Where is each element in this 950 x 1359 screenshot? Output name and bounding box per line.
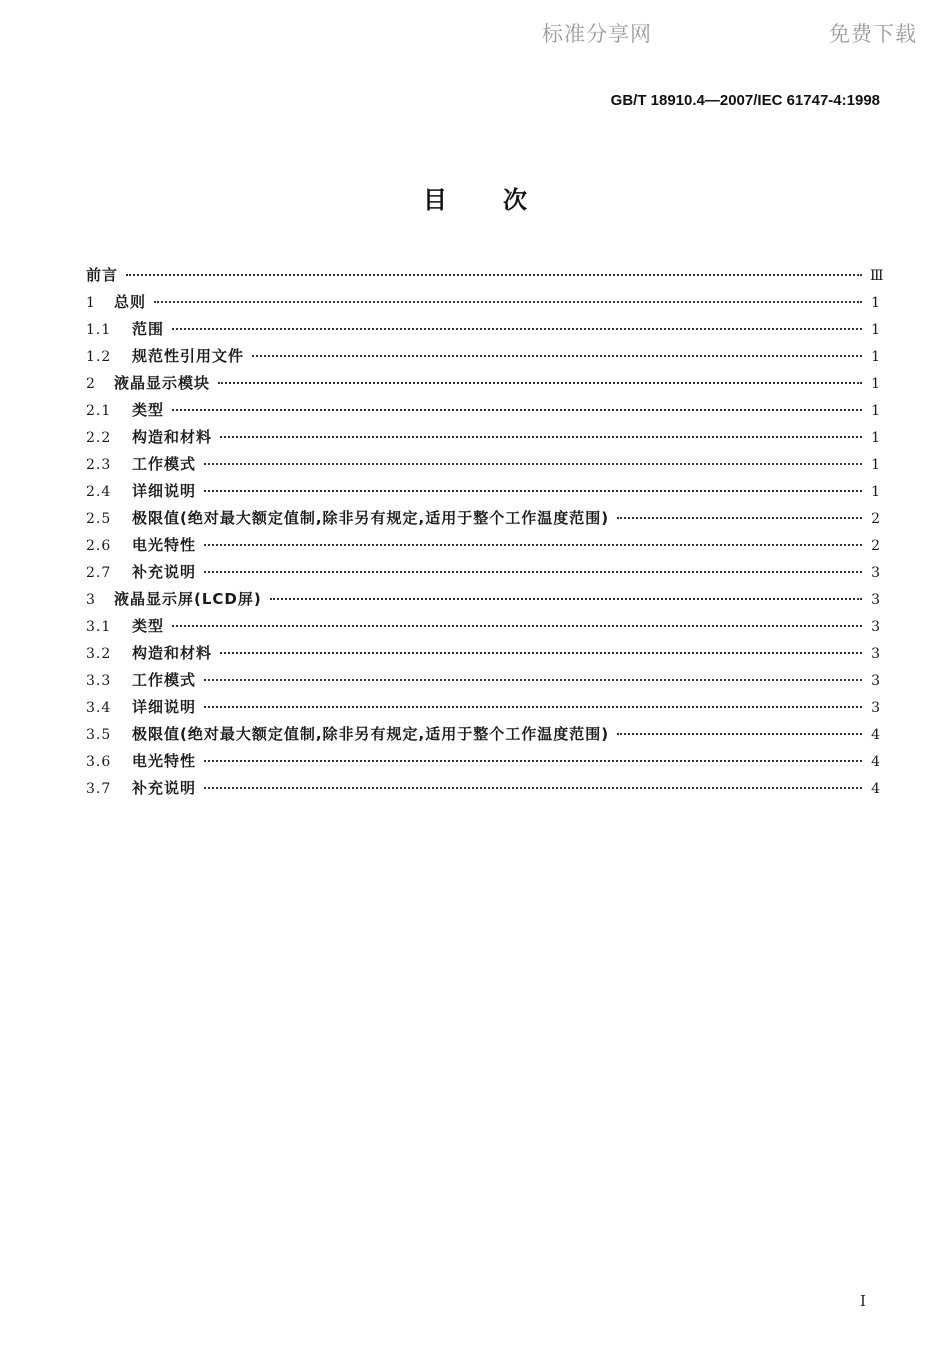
toc-page-number: 2 xyxy=(871,511,880,527)
toc-label: 液晶显示模块 xyxy=(114,374,211,392)
toc-entry-3-5[interactable] xyxy=(86,721,880,748)
toc-page-number: 1 xyxy=(871,430,880,446)
toc-entry-3-2[interactable] xyxy=(86,640,880,667)
toc-leader-dots xyxy=(204,544,862,546)
toc-number: 2.1 xyxy=(86,403,112,419)
toc-label: 电光特性 xyxy=(132,752,197,770)
toc-label: 类型 xyxy=(132,401,165,419)
toc-entry-2-3[interactable] xyxy=(86,451,880,478)
toc-number: 2.7 xyxy=(86,565,112,581)
toc-label: 规范性引用文件 xyxy=(132,347,245,365)
table-of-contents xyxy=(86,262,884,802)
toc-page-number: 3 xyxy=(871,673,880,689)
toc-page-number: 4 xyxy=(871,754,880,770)
toc-number: 3.2 xyxy=(86,646,112,662)
toc-entry-1[interactable] xyxy=(86,289,880,316)
toc-page-number: 2 xyxy=(871,538,880,554)
toc-leader-dots xyxy=(204,490,862,492)
toc-number: 1.1 xyxy=(86,322,112,338)
toc-number: 3.5 xyxy=(86,727,112,743)
toc-label: 液晶显示屏(LCD屏) xyxy=(114,590,262,608)
toc-page-number: 1 xyxy=(871,484,880,500)
toc-entry-3[interactable] xyxy=(86,586,880,613)
toc-leader-dots xyxy=(218,382,862,384)
toc-leader-dots xyxy=(617,733,862,735)
toc-page-number: 1 xyxy=(871,403,880,419)
toc-page-number: 1 xyxy=(871,322,880,338)
toc-leader-dots xyxy=(220,652,862,654)
toc-label: 补充说明 xyxy=(132,563,197,581)
toc-number: 3.7 xyxy=(86,781,112,797)
toc-page-number: 3 xyxy=(871,565,880,581)
toc-entry-foreword[interactable] xyxy=(86,262,884,289)
toc-leader-dots xyxy=(204,787,862,789)
toc-leader-dots xyxy=(204,706,862,708)
toc-page-number: 3 xyxy=(871,592,880,608)
toc-page-number: 4 xyxy=(871,781,880,797)
toc-entry-2-7[interactable] xyxy=(86,559,880,586)
toc-page-number: 1 xyxy=(871,376,880,392)
toc-leader-dots xyxy=(204,571,862,573)
toc-entry-3-1[interactable] xyxy=(86,613,880,640)
toc-entry-3-3[interactable] xyxy=(86,667,880,694)
toc-leader-dots xyxy=(126,274,862,276)
watermark-free-download: 免费下载 xyxy=(829,22,917,46)
toc-entry-2-5[interactable] xyxy=(86,505,880,532)
toc-leader-dots xyxy=(172,409,862,411)
toc-entry-3-6[interactable] xyxy=(86,748,880,775)
toc-label: 电光特性 xyxy=(132,536,197,554)
toc-leader-dots xyxy=(252,355,862,357)
toc-number: 2.2 xyxy=(86,430,112,446)
toc-number: 3 xyxy=(86,592,96,608)
toc-label: 详细说明 xyxy=(132,482,197,500)
toc-leader-dots xyxy=(270,598,862,600)
page-number: I xyxy=(860,1292,866,1310)
toc-entry-2-4[interactable] xyxy=(86,478,880,505)
toc-leader-dots xyxy=(172,625,862,627)
toc-label: 极限值(绝对最大额定值制,除非另有规定,适用于整个工作温度范围) xyxy=(132,725,610,743)
toc-page-number: 3 xyxy=(871,700,880,716)
watermark-site-name: 标准分享网 xyxy=(542,22,652,46)
toc-leader-dots xyxy=(204,679,862,681)
toc-entry-2[interactable] xyxy=(86,370,880,397)
toc-page-number: 1 xyxy=(871,295,880,311)
standard-number: GB/T 18910.4—2007/IEC 61747-4:1998 xyxy=(610,92,880,109)
toc-label: 详细说明 xyxy=(132,698,197,716)
toc-page-number: 1 xyxy=(871,349,880,365)
toc-label: 极限值(绝对最大额定值制,除非另有规定,适用于整个工作温度范围) xyxy=(132,509,610,527)
toc-entry-1-2[interactable] xyxy=(86,343,880,370)
toc-leader-dots xyxy=(220,436,862,438)
toc-label: 总则 xyxy=(114,293,147,311)
toc-number: 2.3 xyxy=(86,457,112,473)
toc-entry-2-2[interactable] xyxy=(86,424,880,451)
toc-number: 3.3 xyxy=(86,673,112,689)
toc-entry-1-1[interactable] xyxy=(86,316,880,343)
toc-leader-dots xyxy=(204,760,862,762)
toc-label: 工作模式 xyxy=(132,671,197,689)
toc-number: 1.2 xyxy=(86,349,112,365)
toc-leader-dots xyxy=(204,463,862,465)
toc-number: 3.6 xyxy=(86,754,112,770)
toc-leader-dots xyxy=(617,517,862,519)
toc-number: 3.1 xyxy=(86,619,112,635)
toc-label: 类型 xyxy=(132,617,165,635)
toc-number: 1 xyxy=(86,295,96,311)
toc-number: 2.6 xyxy=(86,538,112,554)
toc-leader-dots xyxy=(172,328,862,330)
toc-label: 构造和材料 xyxy=(132,428,213,446)
toc-label: 范围 xyxy=(132,320,165,338)
toc-number: 3.4 xyxy=(86,700,112,716)
toc-entry-2-1[interactable] xyxy=(86,397,880,424)
toc-page-number: 4 xyxy=(871,727,880,743)
toc-page-number: 3 xyxy=(871,646,880,662)
toc-entry-3-7[interactable] xyxy=(86,775,880,802)
toc-label: 补充说明 xyxy=(132,779,197,797)
toc-page-number: Ⅲ xyxy=(870,268,884,284)
toc-page-number: 3 xyxy=(871,619,880,635)
toc-label: 前言 xyxy=(86,266,119,284)
toc-entry-2-6[interactable] xyxy=(86,532,880,559)
toc-number: 2.5 xyxy=(86,511,112,527)
toc-number: 2.4 xyxy=(86,484,112,500)
page-title: 目次 xyxy=(423,186,583,214)
toc-page-number: 1 xyxy=(871,457,880,473)
toc-label: 构造和材料 xyxy=(132,644,213,662)
toc-leader-dots xyxy=(154,301,862,303)
toc-number: 2 xyxy=(86,376,96,392)
toc-label: 工作模式 xyxy=(132,455,197,473)
toc-entry-3-4[interactable] xyxy=(86,694,880,721)
